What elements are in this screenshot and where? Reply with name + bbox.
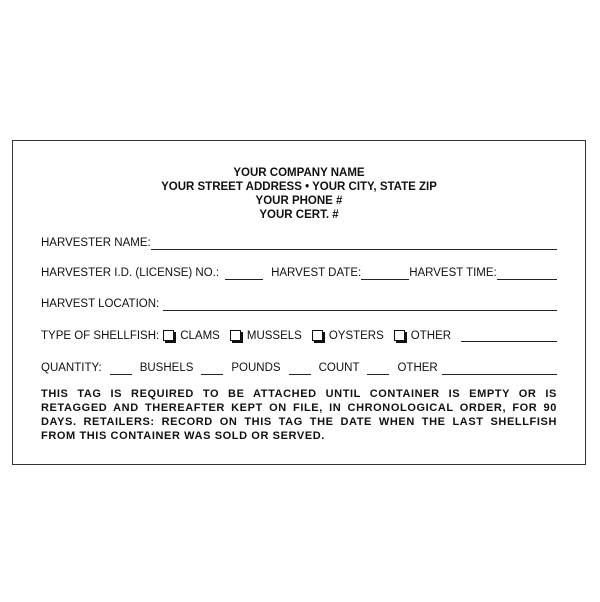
other-shellfish-option-label: OTHER bbox=[410, 330, 452, 342]
other-quantity-unit-label: OTHER bbox=[397, 362, 438, 374]
pounds-field[interactable] bbox=[201, 363, 223, 375]
oysters-checkbox[interactable] bbox=[312, 330, 323, 341]
pounds-unit-label: POUNDS bbox=[231, 362, 281, 374]
harvester-name-row bbox=[41, 236, 557, 250]
harvester-id-field[interactable] bbox=[225, 268, 263, 280]
other-quantity-field[interactable] bbox=[367, 363, 389, 375]
harvest-time-field[interactable] bbox=[497, 268, 557, 280]
clams-checkbox[interactable] bbox=[163, 330, 174, 341]
shellfish-type-label: TYPE OF SHELLFISH: bbox=[41, 330, 160, 342]
company-address: YOUR STREET ADDRESS • YOUR CITY, STATE ZIP bbox=[161, 181, 437, 193]
harvester-id-label: HARVESTER I.D. (LICENSE) NO.: bbox=[41, 267, 220, 279]
company-name: YOUR COMPANY NAME bbox=[233, 167, 365, 179]
harvest-location-field[interactable] bbox=[163, 299, 557, 311]
bushels-field[interactable] bbox=[110, 363, 132, 375]
quantity-label: QUANTITY: bbox=[41, 362, 102, 374]
harvest-location-label: HARVEST LOCATION: bbox=[41, 298, 160, 310]
other-shellfish-field[interactable] bbox=[461, 330, 557, 342]
harvest-date-label: HARVEST DATE: bbox=[271, 267, 362, 279]
shellfish-tag-card bbox=[12, 140, 586, 465]
harvest-date-field[interactable] bbox=[361, 268, 409, 280]
clams-option-label: CLAMS bbox=[180, 330, 220, 342]
harvester-id-row bbox=[41, 266, 557, 280]
mussels-option-label: MUSSELS bbox=[246, 330, 302, 342]
mussels-checkbox[interactable] bbox=[230, 330, 241, 341]
harvester-name-field[interactable] bbox=[151, 238, 557, 250]
other-shellfish-checkbox[interactable] bbox=[394, 330, 405, 341]
harvester-name-label: HARVESTER NAME: bbox=[41, 237, 151, 249]
harvest-location-row bbox=[41, 297, 557, 311]
bushels-unit-label: BUSHELS bbox=[139, 362, 194, 374]
retention-notice: THIS TAG IS REQUIRED TO BE ATTACHED UNTIL CONTAINER IS EMPTY OR IS RETAGGED AND THEREAFTER KEPT ON FILE, IN CHRONOLOGICAL ORDER, FOR 90 DAYS. RETAILERS: RECORD ON THIS TAG THE DATE WHEN THE LAST SHELLFISH FROM THIS CONTAINER WAS SOLD OR SERVED. bbox=[41, 388, 557, 442]
shellfish-type-row bbox=[41, 329, 557, 343]
count-unit-label: COUNT bbox=[318, 362, 360, 374]
quantity-row bbox=[41, 361, 557, 375]
oysters-option-label: OYSTERS bbox=[328, 330, 384, 342]
harvest-time-label: HARVEST TIME: bbox=[409, 267, 497, 279]
company-phone: YOUR PHONE # bbox=[255, 195, 343, 207]
count-field[interactable] bbox=[289, 363, 311, 375]
company-cert: YOUR CERT. # bbox=[259, 209, 339, 221]
other-quantity-value-field[interactable] bbox=[442, 363, 557, 375]
